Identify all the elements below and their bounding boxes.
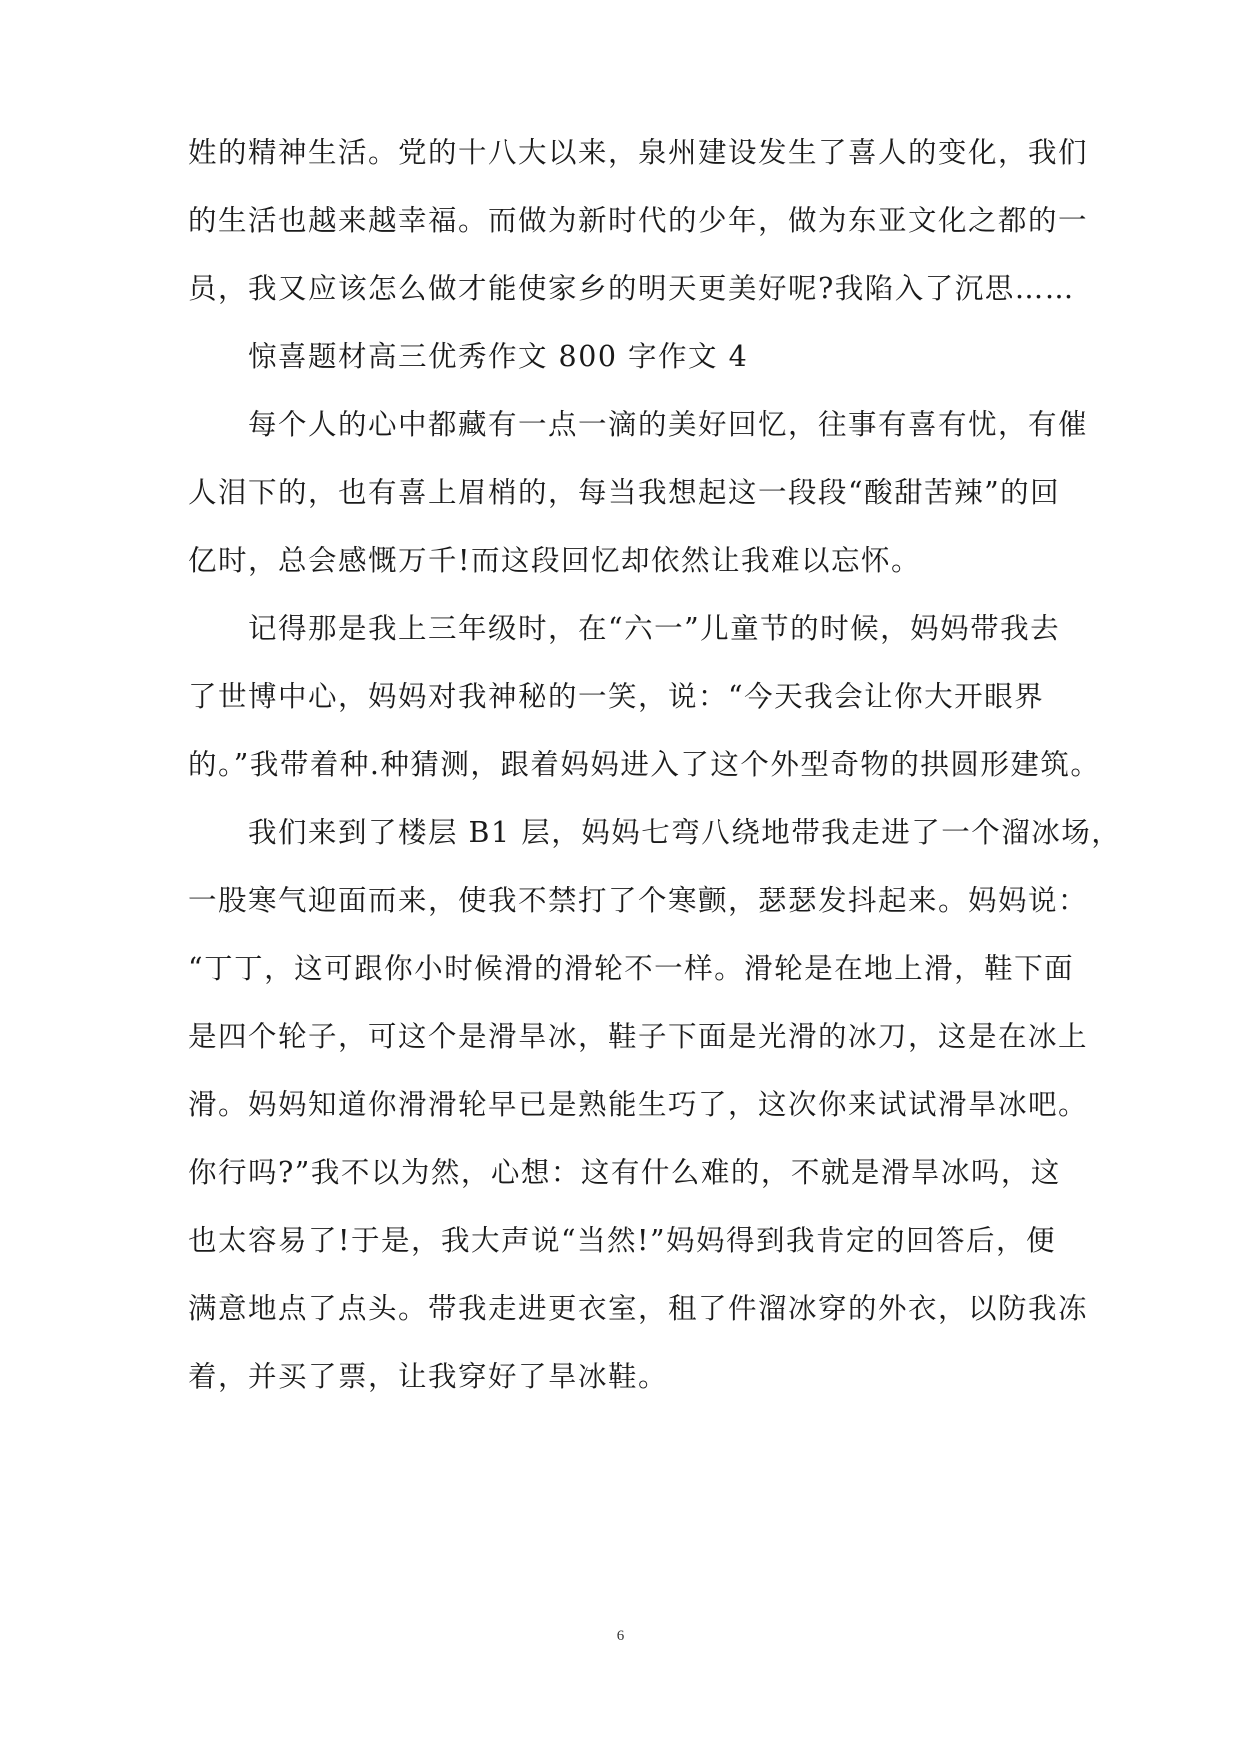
text-line-1: 姓的精神生活。党的十八大以来，泉州建设发生了喜人的变化，我们	[188, 136, 1089, 169]
text-line-14: 是四个轮子，可这个是滑旱冰，鞋子下面是光滑的冰刀，这是在冰上	[188, 1020, 1089, 1053]
text-line-13: “丁丁，这可跟你小时候滑的滑轮不一样。滑轮是在地上滑，鞋下面	[188, 952, 1075, 985]
text-line-16: 你行吗?”我不以为然，心想：这有什么难的，不就是滑旱冰吗，这	[188, 1156, 1061, 1189]
text-line-15: 滑。妈妈知道你滑滑轮早已是熟能生巧了，这次你来试试滑旱冰吧。	[188, 1088, 1089, 1121]
text-line-3: 员，我又应该怎么做才能使家乡的明天更美好呢?我陷入了沉思……	[188, 272, 1075, 305]
text-line-9: 了世博中心，妈妈对我神秘的一笑，说：“今天我会让你大开眼界	[188, 680, 1045, 713]
text-line-17: 也太容易了!于是，我大声说“当然!”妈妈得到我肯定的回答后，便	[188, 1224, 1057, 1257]
text-line-19: 着，并买了票，让我穿好了旱冰鞋。	[188, 1360, 669, 1393]
text-line-2: 的生活也越来越幸福。而做为新时代的少年，做为东亚文化之都的一	[188, 204, 1089, 237]
page-number: 6	[616, 1628, 625, 1644]
text-line-7: 亿时，总会感慨万千!而这段回忆却依然让我难以忘怀。	[188, 544, 921, 577]
text-line-12: 一股寒气迎面而来，使我不禁打了个寒颤，瑟瑟发抖起来。妈妈说：	[188, 884, 1089, 917]
text-line-11: 我们来到了楼层 B1 层，妈妈七弯八绕地带我走进了一个溜冰场，	[248, 816, 1122, 849]
text-line-10: 的。”我带着种.种猜测，跟着妈妈进入了这个外型奇物的拱圆形建筑。	[188, 748, 1101, 781]
text-line-6: 人泪下的，也有喜上眉梢的，每当我想起这一段段“酸甜苦辣”的回	[188, 476, 1061, 509]
text-line-8: 记得那是我上三年级时，在“六一”儿童节的时候，妈妈带我去	[248, 612, 1061, 645]
text-line-5: 每个人的心中都藏有一点一滴的美好回忆，往事有喜有忧，有催	[248, 408, 1089, 441]
section-heading: 惊喜题材高三优秀作文 800 字作文 4	[248, 340, 749, 373]
text-line-18: 满意地点了点头。带我走进更衣室，租了件溜冰穿的外衣，以防我冻	[188, 1292, 1089, 1325]
